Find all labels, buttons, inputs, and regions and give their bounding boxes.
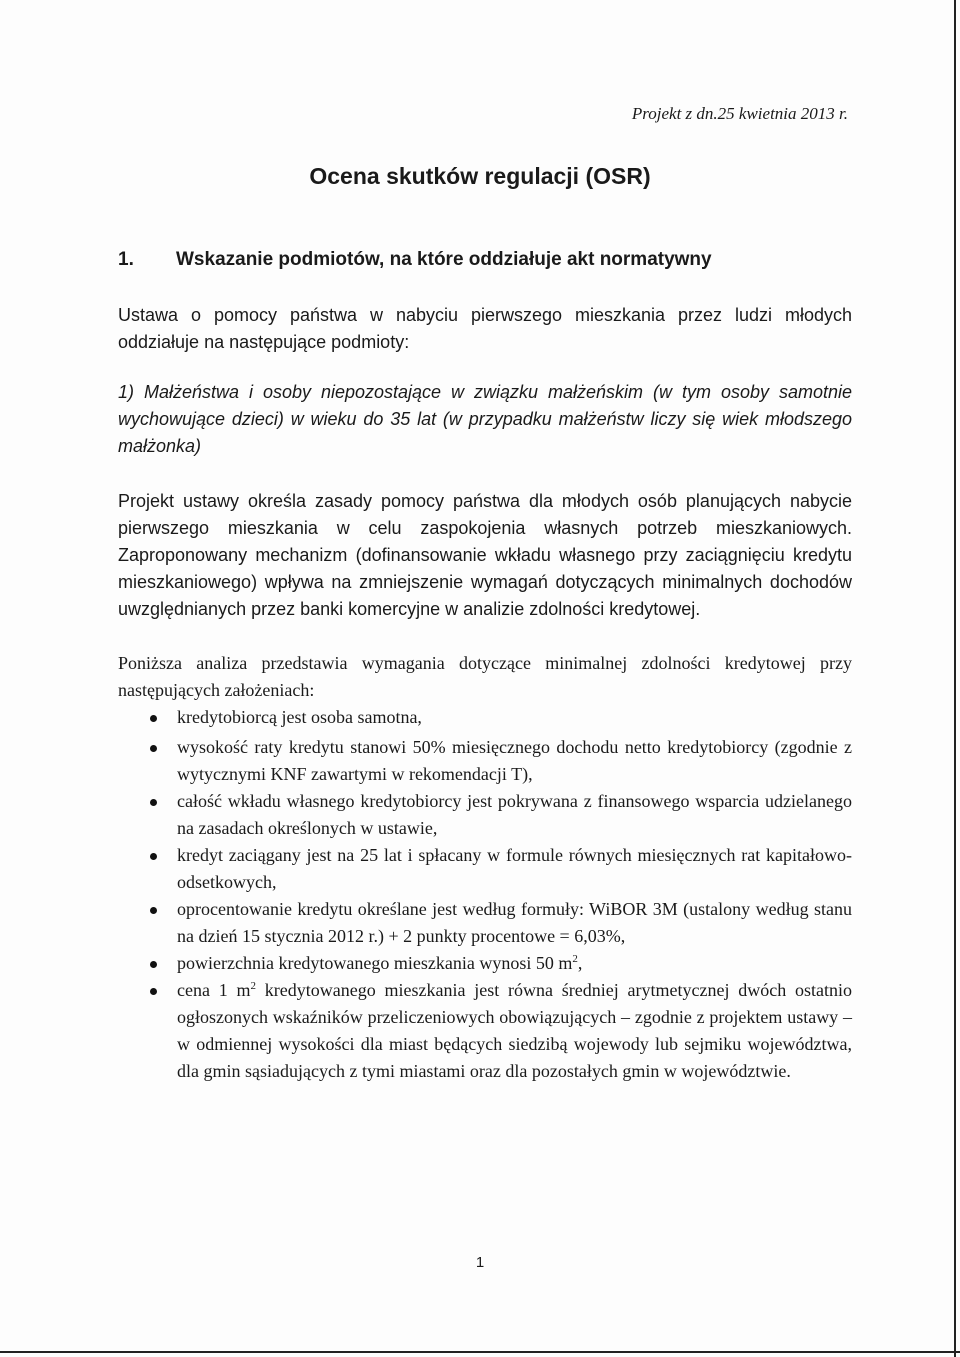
assumptions-list xyxy=(118,704,852,1085)
bullet-icon xyxy=(150,907,157,914)
list-item xyxy=(118,977,852,1085)
bullet-icon xyxy=(150,961,157,968)
list-item-text: cena 1 m xyxy=(177,980,251,1000)
scan-edge-right xyxy=(954,0,956,1357)
list-item xyxy=(118,734,852,788)
list-item-text-cont: kredytowanego mieszkania jest równa średniej arytmetycznej dwóch ostatnio ogłoszonych wskaźników przeliczeniowych obowiązujących – zgodnie z projektem ustawy – w odmiennej wysokości dla miast będących siedzibą wojewody lub sejmiku województwa, dla gmin sąsiadujących z tymi miastami oraz dla pozostałych gmin w województwie. xyxy=(177,980,852,1081)
subject-item-1: 1) Małżeństwa i osoby niepozostające w związku małżeńskim (w tym osoby samotnie wychowujące dzieci) w wieku do 35 lat (w przypadku małżeństw liczy się wiek młodszego małżonka) xyxy=(118,382,852,456)
bullet-icon xyxy=(150,715,157,722)
superscript: 2 xyxy=(572,953,578,965)
scan-edge-bottom xyxy=(0,1351,960,1353)
paragraph-analysis-intro: Poniższa analiza przedstawia wymagania dotyczące minimalnej zdolności kredytowej przy następujących założeniach: xyxy=(118,653,852,700)
list-item xyxy=(118,704,852,731)
draft-date-note: Projekt z dn.25 kwietnia 2013 r. xyxy=(631,104,848,123)
list-item xyxy=(118,896,852,950)
list-item xyxy=(118,842,852,896)
section-number: 1. xyxy=(118,249,134,270)
list-item-text: kredyt zaciągany jest na 25 lat i spłacany w formule równych miesięcznych rat kapitałowo-odsetkowych, xyxy=(177,845,852,892)
bullet-icon xyxy=(150,988,157,995)
list-item-text: kredytobiorcą jest osoba samotna, xyxy=(177,707,422,727)
list-item-text: powierzchnia kredytowanego mieszkania wynosi 50 m xyxy=(177,953,573,973)
list-item xyxy=(118,950,852,977)
bullet-icon xyxy=(150,745,157,752)
intro-paragraph: Ustawa o pomocy państwa w nabyciu pierwszego mieszkania przez ludzi młodych oddziałuje na następujące podmioty: xyxy=(118,305,852,352)
list-item-text: całość wkładu własnego kredytobiorcy jest pokrywana z finansowego wsparcia udzielanego na zasadach określonych w ustawie, xyxy=(177,791,852,838)
section-title: Wskazanie podmiotów, na które oddziałuje akt normatywny xyxy=(176,249,712,270)
paragraph-mechanism: Projekt ustawy określa zasady pomocy państwa dla młodych osób planujących nabycie pierwszego mieszkania w celu zaspokojenia własnych potrzeb mieszkaniowych. Zaproponowany mechanizm (dofinansowanie wkładu własnego przy zaciągnięciu kredytu mieszkaniowego) wpływa na zmniejszenie wymagań dotyczących minimalnych dochodów uwzględnianych przez banki komercyjne w analizie zdolności kredytowej. xyxy=(118,491,852,619)
document-title: Ocena skutków regulacji (OSR) xyxy=(309,163,651,189)
page-number: 1 xyxy=(475,1254,485,1271)
bullet-icon xyxy=(150,853,157,860)
superscript: 2 xyxy=(250,980,257,992)
list-item-tail: , xyxy=(577,953,583,973)
list-item xyxy=(118,788,852,842)
bullet-icon xyxy=(150,799,157,806)
list-item-text: oprocentowanie kredytu określane jest według formuły: WiBOR 3M (ustalony według stanu na dzień 15 stycznia 2012 r.) + 2 punkty procentowe = 6,03%, xyxy=(177,899,852,946)
list-item-text: wysokość raty kredytu stanowi 50% miesięcznego dochodu netto kredytobiorcy (zgodnie z wytycznymi KNF zawartymi w rekomendacji T), xyxy=(177,737,852,784)
